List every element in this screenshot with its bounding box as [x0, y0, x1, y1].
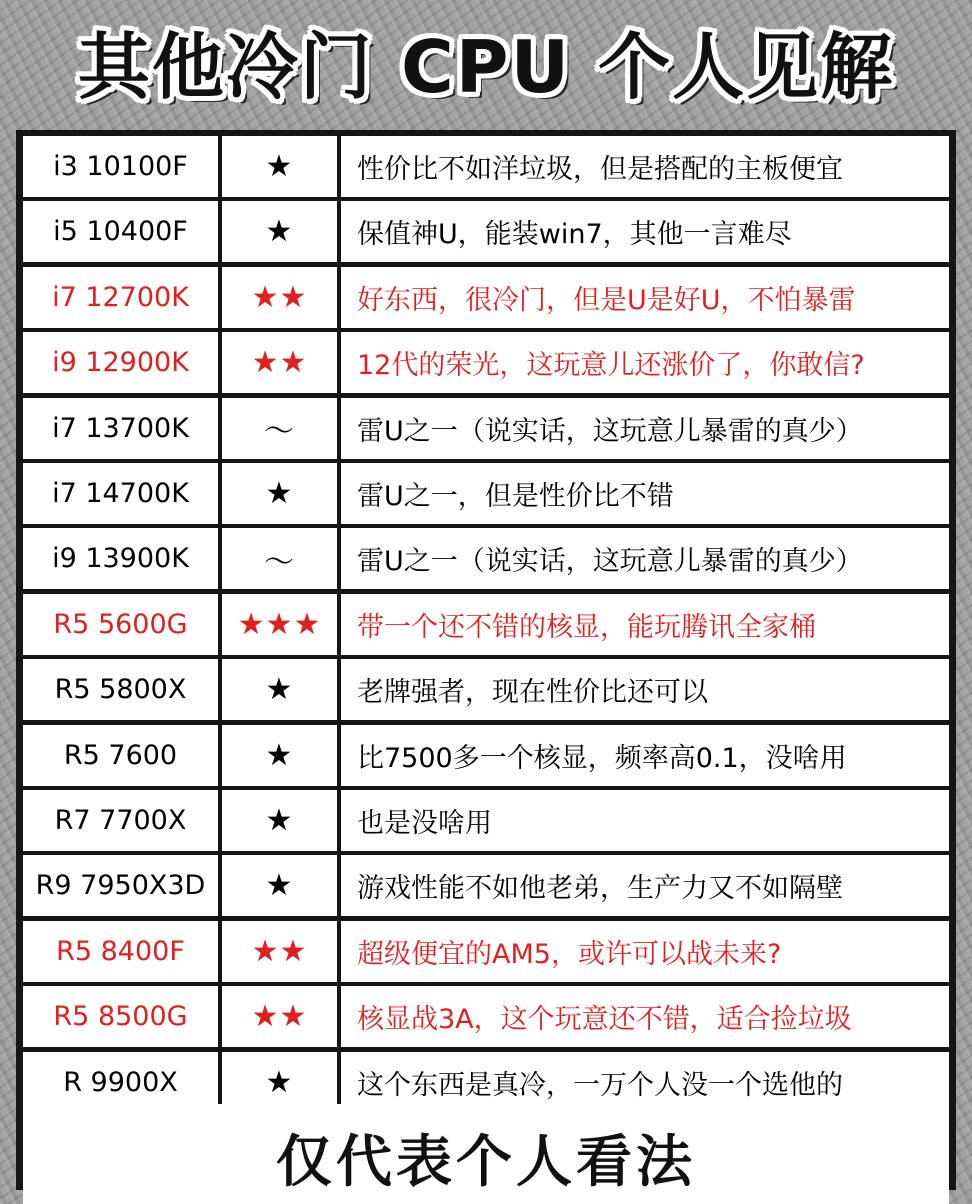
cpu-model-cell: i7 14700K: [23, 463, 218, 524]
comment-cell: 也是没啥用: [341, 790, 949, 851]
comment-cell: 性价比不如洋垃圾，但是搭配的主板便宜: [341, 136, 949, 197]
comment-cell: 好东西，很冷门，但是U是好U，不怕暴雷: [341, 267, 949, 328]
cpu-model-cell: i7 12700K: [23, 267, 218, 328]
rating-cell: ★: [222, 201, 337, 262]
cpu-model-cell: R7 7700X: [23, 790, 218, 851]
table-row: [23, 986, 949, 1047]
comment-cell: 带一个还不错的核显，能玩腾讯全家桶: [341, 594, 949, 655]
table-row: [23, 659, 949, 720]
rating-cell: ★: [222, 463, 337, 524]
cpu-model-cell: R5 7600: [23, 725, 218, 786]
table-row: [23, 790, 949, 851]
comment-cell: 雷U之一（说实话，这玩意儿暴雷的真少）: [341, 528, 949, 589]
rating-cell: ★★★: [222, 594, 337, 655]
rating-cell: ～: [222, 398, 337, 459]
rating-cell: ★: [222, 1052, 337, 1113]
cpu-model-cell: i9 13900K: [23, 528, 218, 589]
comment-cell: 游戏性能不如他老弟，生产力又不如隔壁: [341, 855, 949, 916]
cpu-model-cell: R5 5600G: [23, 594, 218, 655]
cpu-model-cell: R5 8500G: [23, 986, 218, 1047]
rating-cell: ★: [222, 855, 337, 916]
table-row: [23, 463, 949, 524]
rating-cell: ★★: [222, 332, 337, 393]
cpu-model-cell: i3 10100F: [23, 136, 218, 197]
cpu-model-cell: R9 7950X3D: [23, 855, 218, 916]
comment-cell: 这个东西是真冷，一万个人没一个选他的: [341, 1052, 949, 1113]
rating-cell: ～: [222, 528, 337, 589]
table-row: [23, 398, 949, 459]
rating-cell: ★★: [222, 267, 337, 328]
table-row: [23, 267, 949, 328]
comment-cell: 保值神U，能装win7，其他一言难尽: [341, 201, 949, 262]
cpu-model-cell: R5 8400F: [23, 921, 218, 982]
table-row: [23, 921, 949, 982]
rating-cell: ★: [222, 725, 337, 786]
table-row: [23, 725, 949, 786]
rating-cell: ★: [222, 136, 337, 197]
rating-cell: ★★: [222, 921, 337, 982]
comment-cell: 核显战3A，这个玩意还不错，适合捡垃圾: [341, 986, 949, 1047]
page-title: 其他冷门 CPU 个人见解: [77, 25, 895, 109]
table-row: [23, 136, 949, 197]
comment-cell: 超级便宜的AM5，或许可以战未来?: [341, 921, 949, 982]
comment-cell: 老牌强者，现在性价比还可以: [341, 659, 949, 720]
cpu-model-cell: i5 10400F: [23, 201, 218, 262]
table-row: [23, 332, 949, 393]
table-row: [23, 855, 949, 916]
rating-cell: ★★: [222, 986, 337, 1047]
footer-note: [23, 1104, 949, 1204]
comment-cell: 雷U之一，但是性价比不错: [341, 463, 949, 524]
cpu-model-cell: R5 5800X: [23, 659, 218, 720]
table-row: [23, 201, 949, 262]
rating-cell: ★: [222, 790, 337, 851]
cpu-model-cell: R 9900X: [23, 1052, 218, 1113]
comment-cell: 比7500多一个核显，频率高0.1，没啥用: [341, 725, 949, 786]
table-row: [23, 594, 949, 655]
table-row: [23, 528, 949, 589]
cpu-rating-table: [16, 130, 956, 1195]
comment-cell: 雷U之一（说实话，这玩意儿暴雷的真少）: [341, 398, 949, 459]
comment-cell: 12代的荣光，这玩意儿还涨价了，你敢信?: [341, 332, 949, 393]
footer-text: 仅代表个人看法: [276, 1130, 696, 1195]
rating-cell: ★: [222, 659, 337, 720]
cpu-model-cell: i7 13700K: [23, 398, 218, 459]
cpu-model-cell: i9 12900K: [23, 332, 218, 393]
